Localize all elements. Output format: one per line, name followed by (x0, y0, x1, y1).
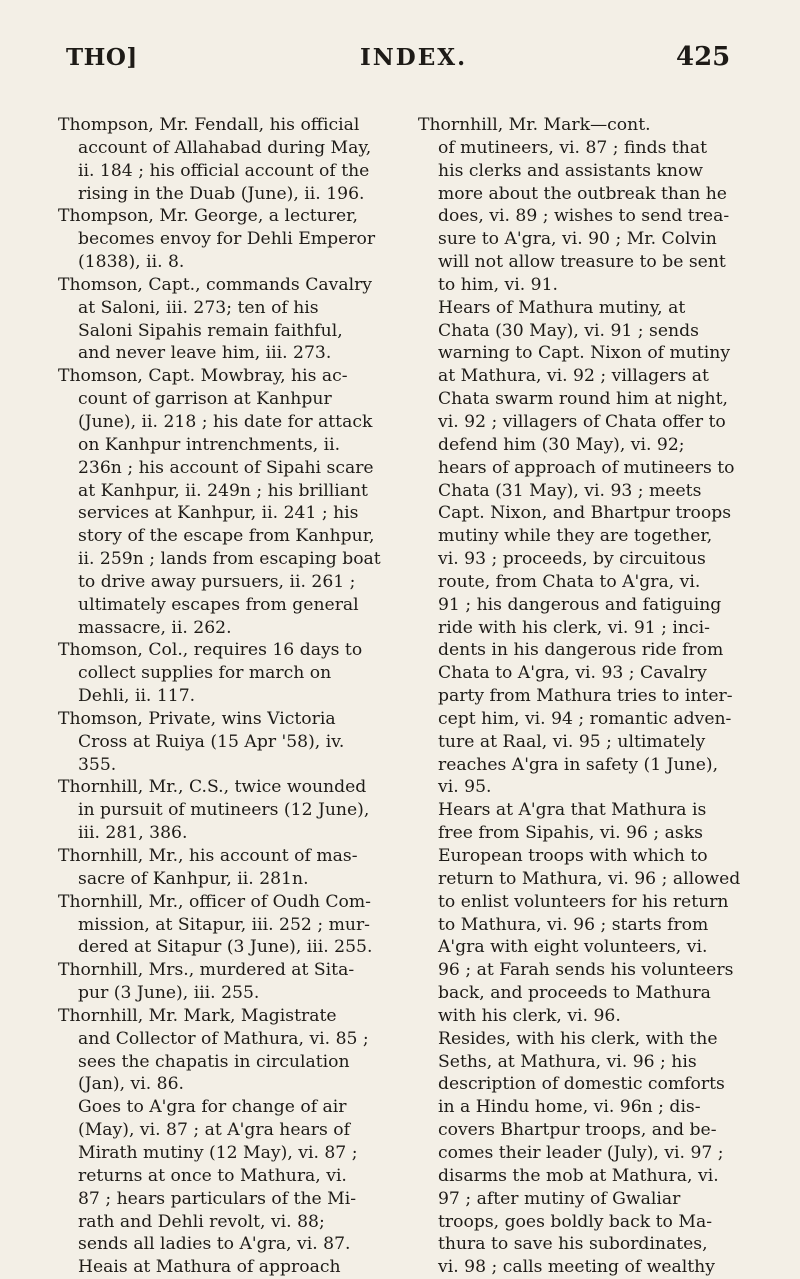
page-number: 425 (676, 42, 731, 72)
index-line: cept him, vi. 94 ; romantic adven- (438, 708, 732, 729)
index-line: description of domestic comforts (438, 1074, 725, 1095)
index-line: Thornhill, Mr. Mark, Magistrate (58, 1005, 337, 1026)
index-line: Thomson, Capt. Mowbray, his ac- (58, 366, 348, 387)
index-line: troops, goes boldly back to Ma- (438, 1211, 713, 1232)
index-line: ride with his clerk, vi. 91 ; inci- (438, 617, 710, 638)
index-line: ture at Raal, vi. 95 ; ultimately (438, 731, 706, 752)
index-line: Cross at Ruiya (15 Apr '58), iv. (78, 731, 345, 752)
index-line: Seths, at Mathura, vi. 96 ; his (438, 1051, 697, 1072)
index-line: iii. 281, 386. (78, 823, 188, 844)
header-title: INDEX. (360, 44, 468, 71)
index-line: Capt. Nixon, and Bhartpur troops (438, 503, 732, 524)
index-line: account of Allahabad during May, (78, 137, 372, 158)
index-line: becomes envoy for Dehli Emperor (78, 229, 376, 250)
right-column (418, 114, 758, 1279)
index-line: ii. 259n ; lands from escaping boat (78, 549, 381, 570)
index-line: thura to save his subordinates, (438, 1234, 708, 1255)
index-line: to enlist volunteers for his return (438, 891, 729, 912)
index-line: Dehli, ii. 117. (78, 686, 196, 707)
index-line: comes their leader (July), vi. 97 ; (438, 1142, 724, 1163)
index-line: (1838), ii. 8. (78, 252, 185, 273)
index-line: free from Sipahis, vi. 96 ; asks (438, 823, 703, 844)
index-line: 87 ; hears particulars of the Mi- (78, 1188, 357, 1209)
index-line: party from Mathura tries to inter- (438, 686, 733, 707)
index-line: his clerks and assistants know (438, 160, 704, 181)
index-line: covers Bhartpur troops, and be- (438, 1120, 717, 1141)
index-line: Goes to A'gra for change of air (78, 1097, 347, 1118)
index-line: in pursuit of mutineers (12 June), (78, 800, 370, 821)
left-column (58, 114, 388, 1279)
index-line: Thornhill, Mrs., murdered at Sita- (58, 960, 355, 981)
index-line: Thomson, Capt., commands Cavalry (58, 274, 372, 295)
index-line: in a Hindu home, vi. 96n ; dis- (438, 1097, 701, 1118)
index-line: Thornhill, Mr., officer of Oudh Com- (58, 891, 371, 912)
index-line: reaches A'gra in safety (1 June), (438, 754, 719, 775)
index-line: Chata swarm round him at night, (438, 389, 728, 410)
index-line: Thornhill, Mr. Mark—cont. (418, 115, 651, 135)
index-line: (Jan), vi. 86. (78, 1074, 185, 1095)
index-line: does, vi. 89 ; wishes to send trea- (438, 206, 730, 227)
index-line: European troops with which to (438, 846, 708, 866)
index-line: Thornhill, Mr., his account of mas- (58, 846, 358, 866)
index-line: (June), ii. 218 ; his date for attack (78, 411, 373, 432)
index-line: Thornhill, Mr., C.S., twice wounded (58, 777, 367, 798)
index-line: rath and Dehli revolt, vi. 88; (78, 1211, 325, 1232)
index-line: dents in his dangerous ride from (438, 640, 724, 661)
index-line: to Mathura, vi. 96 ; starts from (438, 914, 709, 935)
index-line: dered at Sitapur (3 June), iii. 255. (78, 937, 373, 958)
index-line: on Kanhpur intrenchments, ii. (78, 434, 341, 455)
index-line: return to Mathura, vi. 96 ; allowed (438, 868, 741, 889)
index-line: vi. 92 ; villagers of Chata offer to (438, 411, 726, 432)
index-line: to drive away pursuers, ii. 261 ; (78, 571, 356, 592)
index-line: mission, at Sitapur, iii. 252 ; mur- (78, 914, 370, 935)
index-line: rising in the Duab (June), ii. 196. (78, 183, 365, 204)
index-line: ultimately escapes from general (78, 594, 359, 615)
index-line: Thompson, Mr. Fendall, his official (58, 115, 360, 135)
index-line: Resides, with his clerk, with the (438, 1028, 718, 1049)
header-left-guide-word: THO] (66, 44, 138, 71)
index-line: pur (3 June), iii. 255. (78, 983, 260, 1004)
index-line: 91 ; his dangerous and fatiguing (438, 594, 722, 615)
index-line: Chata to A'gra, vi. 93 ; Cavalry (438, 663, 707, 684)
index-line: Hears of Mathura mutiny, at (438, 297, 686, 318)
index-line: ii. 184 ; his official account of the (78, 160, 370, 181)
index-line: massacre, ii. 262. (78, 617, 232, 638)
index-line: 236n ; his account of Sipahi scare (78, 457, 374, 478)
index-line: at Mathura, vi. 92 ; villagers at (438, 366, 709, 387)
index-line: sacre of Kanhpur, ii. 281n. (78, 868, 309, 889)
index-line: hears of approach of mutineers to (438, 457, 735, 478)
index-line: collect supplies for march on (78, 663, 332, 684)
index-line: vi. 95. (438, 777, 492, 798)
index-line: Heais at Mathura of approach (78, 1257, 341, 1278)
index-line: Chata (30 May), vi. 91 ; sends (438, 320, 699, 341)
index-line: defend him (30 May), vi. 92; (438, 434, 685, 455)
index-line: (May), vi. 87 ; at A'gra hears of (78, 1120, 350, 1141)
index-line: 355. (78, 754, 117, 775)
page-header (0, 0, 800, 90)
index-line: vi. 93 ; proceeds, by circuitous (438, 549, 706, 570)
index-line: Hears at A'gra that Mathura is (438, 800, 707, 821)
index-line: 96 ; at Farah sends his volunteers (438, 960, 734, 981)
index-line: sends all ladies to A'gra, vi. 87. (78, 1234, 351, 1255)
index-line: sees the chapatis in circulation (78, 1051, 350, 1072)
index-line: to him, vi. 91. (438, 274, 558, 295)
index-line: and never leave him, iii. 273. (78, 343, 332, 364)
index-line: A'gra with eight volunteers, vi. (438, 937, 708, 958)
index-line: route, from Chata to A'gra, vi. (438, 571, 701, 592)
index-line: Saloni Sipahis remain faithful, (78, 320, 343, 341)
index-line: and Collector of Mathura, vi. 85 ; (78, 1028, 369, 1049)
index-line: services at Kanhpur, ii. 241 ; his (78, 503, 359, 524)
index-line: with his clerk, vi. 96. (438, 1005, 621, 1026)
index-line: count of garrison at Kanhpur (78, 389, 332, 410)
index-line: Thomson, Col., requires 16 days to (58, 640, 363, 661)
index-line: back, and proceeds to Mathura (438, 983, 711, 1004)
index-line: Chata (31 May), vi. 93 ; meets (438, 480, 702, 501)
index-line: at Kanhpur, ii. 249n ; his brilliant (78, 480, 368, 501)
index-line: more about the outbreak than he (438, 183, 727, 204)
index-line: returns at once to Mathura, vi. (78, 1165, 347, 1186)
index-line: Thompson, Mr. George, a lecturer, (58, 206, 358, 227)
index-line: Thomson, Private, wins Victoria (58, 708, 336, 729)
index-line: vi. 98 ; calls meeting of wealthy (438, 1257, 715, 1278)
index-line: story of the escape from Kanhpur, (78, 526, 375, 547)
index-line: sure to A'gra, vi. 90 ; Mr. Colvin (438, 229, 717, 250)
index-line: of mutineers, vi. 87 ; finds that (438, 137, 707, 158)
index-line: at Saloni, iii. 273; ten of his (78, 297, 319, 318)
index-line: 97 ; after mutiny of Gwaliar (438, 1188, 681, 1209)
index-line: Mirath mutiny (12 May), vi. 87 ; (78, 1142, 358, 1163)
index-line: mutiny while they are together, (438, 526, 713, 547)
index-line: disarms the mob at Mathura, vi. (438, 1165, 719, 1186)
index-line: will not allow treasure to be sent (438, 252, 726, 273)
index-line: warning to Capt. Nixon of mutiny (438, 343, 731, 364)
